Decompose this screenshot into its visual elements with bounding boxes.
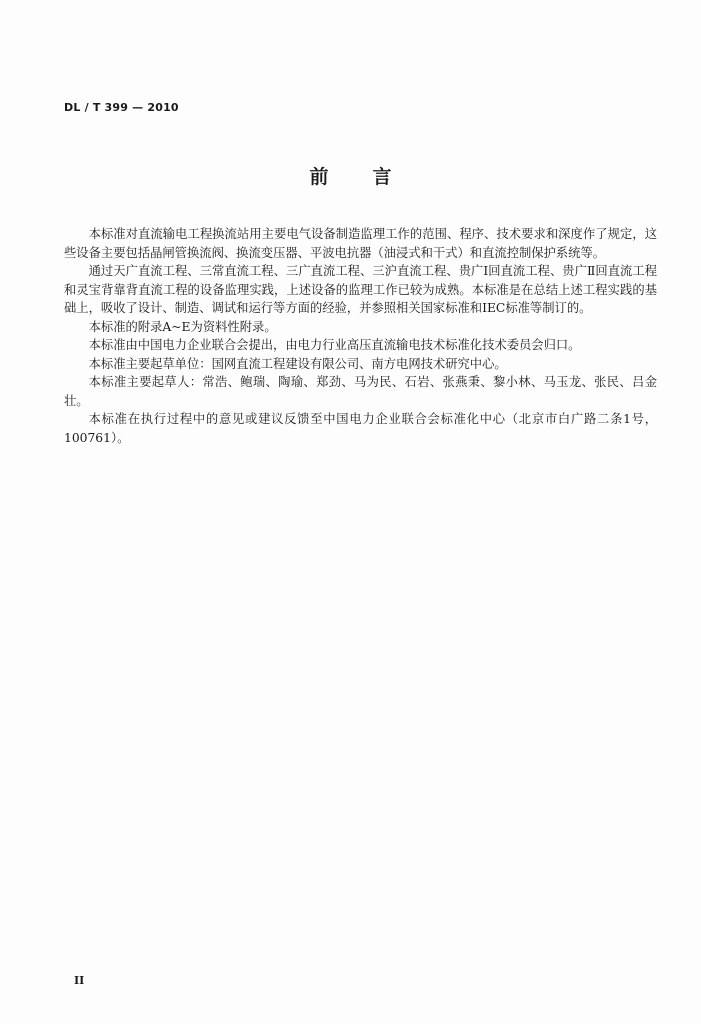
paragraph-drafting-units: 本标准主要起草单位：国网直流工程建设有限公司、南方电网技术研究中心。 <box>88 356 507 371</box>
foreword-body <box>64 225 657 447</box>
title-char-2: 言 <box>372 166 392 188</box>
standard-code-header: DL / T 399 — 2010 <box>64 101 179 114</box>
paragraph-scope: 本标准对直流输电工程换流站用主要电气设备制造监理工作的范围、程序、技术要求和深度作了规定，这些设备主要包括晶闸管换流阀、换流变压器、平波电抗器（油浸式和干式）和直流控制保护系统等。 <box>64 227 657 260</box>
page-number: II <box>74 974 85 987</box>
page-title <box>0 162 701 189</box>
paragraph-drafters: 本标准主要起草人：常浩、鲍瑞、陶瑜、郑劲、马为民、石岩、张燕秉、黎小林、马玉龙、张民、吕金壮。 <box>64 375 657 408</box>
paragraph-background: 通过天广直流工程、三常直流工程、三广直流工程、三沪直流工程、贵广Ⅰ回直流工程、贵广Ⅱ回直流工程和灵宝背靠背直流工程的设备监理实践，上述设备的监理工作已较为成熟。本标准是在总结上述工程实践的基础上，吸收了设计、制造、调试和运行等方面的经验，并参照相关国家标准和IEC标准等制订的。 <box>64 264 657 315</box>
title-char-1: 前 <box>309 166 329 188</box>
paragraph-feedback: 本标准在执行过程中的意见或建议反馈至中国电力企业联合会标准化中心（北京市白广路二条1号，100761）。 <box>64 412 657 445</box>
paragraph-proposer: 本标准由中国电力企业联合会提出，由电力行业高压直流输电技术标准化技术委员会归口。 <box>88 338 581 352</box>
paragraph-appendix: 本标准的附录A~E为资料性附录。 <box>88 319 277 334</box>
